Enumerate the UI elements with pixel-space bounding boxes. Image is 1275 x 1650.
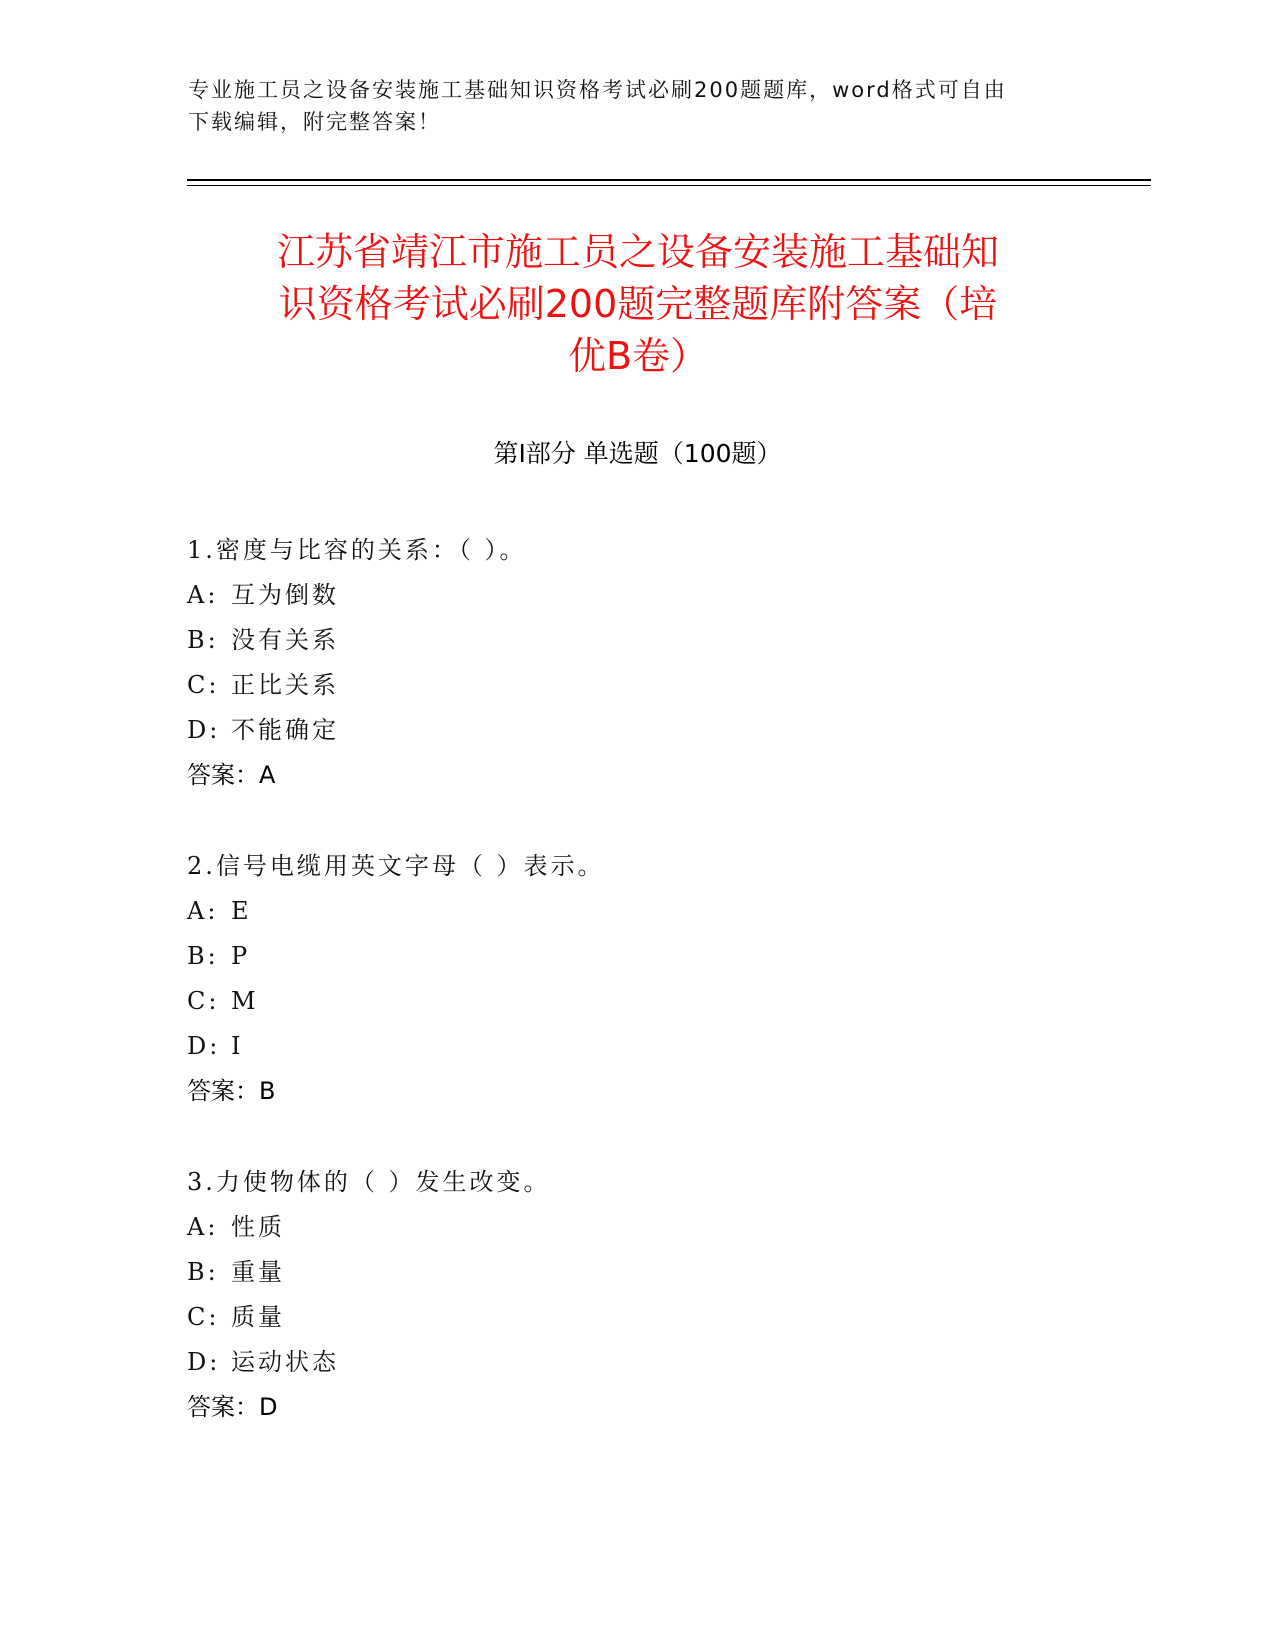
answer-line: 答案：B xyxy=(187,1077,276,1105)
option-a xyxy=(187,1205,1147,1250)
option-key: B: xyxy=(187,1258,219,1286)
question-text: 3.力使物体的（ ）发生改变。 xyxy=(187,1168,551,1196)
option-key: A: xyxy=(187,581,219,609)
option-a xyxy=(187,573,1147,618)
question-item xyxy=(187,1160,1147,1430)
question-list xyxy=(187,528,1147,1476)
option-c xyxy=(187,1295,1147,1340)
document-title xyxy=(188,226,1088,382)
option-a xyxy=(187,889,1147,934)
option-key: B: xyxy=(187,626,219,654)
question-text: 2.信号电缆用英文字母（ ）表示。 xyxy=(187,852,605,880)
option-key: D: xyxy=(187,1348,221,1376)
option-text: 互为倒数 xyxy=(231,581,339,609)
option-c xyxy=(187,663,1147,708)
option-text: 运动状态 xyxy=(231,1348,339,1376)
option-b xyxy=(187,1250,1147,1295)
answer-line: 答案：A xyxy=(187,761,276,789)
option-key: A: xyxy=(187,1213,219,1241)
option-text: 性质 xyxy=(231,1213,285,1241)
question-item xyxy=(187,528,1147,798)
option-d xyxy=(187,708,1147,753)
option-key: B: xyxy=(187,942,219,970)
option-d xyxy=(187,1024,1147,1069)
header-divider-thin xyxy=(187,185,1151,186)
option-text: 正比关系 xyxy=(231,671,339,699)
question-text: 1.密度与比容的关系：（ ）。 xyxy=(187,536,527,564)
option-key: D: xyxy=(187,1032,221,1060)
header-note-line-1: 专业施工员之设备安装施工基础知识资格考试必刷200题题库，word格式可自由 xyxy=(188,78,1007,102)
option-key: C: xyxy=(187,671,220,699)
header-note-line-2: 下载编辑，附完整答案！ xyxy=(188,110,441,134)
option-text: 没有关系 xyxy=(231,626,339,654)
option-key: C: xyxy=(187,987,220,1015)
option-key: A: xyxy=(187,897,219,925)
option-text: E xyxy=(231,897,252,925)
document-title-line-1: 江苏省靖江市施工员之设备安装施工基础知 xyxy=(276,230,999,274)
option-key: D: xyxy=(187,716,221,744)
answer-line: 答案：D xyxy=(187,1393,278,1421)
option-text: 不能确定 xyxy=(231,716,339,744)
option-text: P xyxy=(231,942,251,970)
section-title: 第Ⅰ部分 单选题（100题） xyxy=(493,439,782,468)
document-header-note xyxy=(188,74,1068,138)
option-text: I xyxy=(231,1032,244,1060)
option-d xyxy=(187,1340,1147,1385)
document-title-line-2: 识资格考试必刷200题完整题库附答案（培 xyxy=(278,282,998,326)
option-c xyxy=(187,979,1147,1024)
option-text: M xyxy=(231,987,259,1015)
option-text: 重量 xyxy=(231,1258,285,1286)
question-item xyxy=(187,844,1147,1114)
option-key: C: xyxy=(187,1303,220,1331)
option-b xyxy=(187,934,1147,979)
option-text: 质量 xyxy=(231,1303,285,1331)
document-title-line-3: 优B卷） xyxy=(567,334,709,378)
option-b xyxy=(187,618,1147,663)
header-divider-thick xyxy=(187,179,1151,181)
